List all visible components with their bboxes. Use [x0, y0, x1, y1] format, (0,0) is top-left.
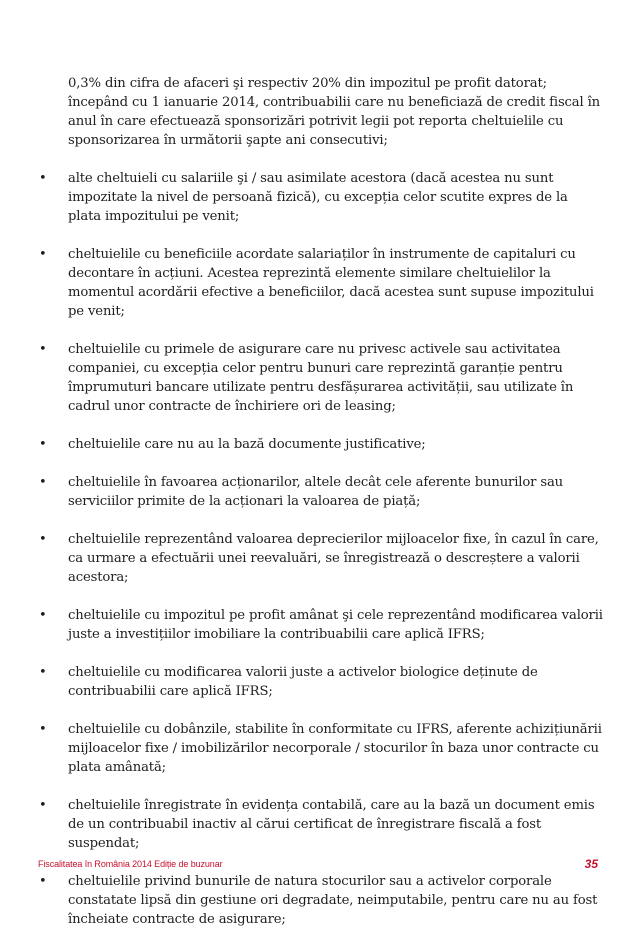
- list-item: [38, 530, 604, 587]
- bullet-icon: •: [39, 342, 47, 357]
- intro-paragraph: 0,3% din cifra de afaceri şi respectiv 20% din impozitul pe profit datorat; începând cu 1 ianuarie 2014, contribuabilii care nu beneficiază de credit fiscal în anul în care efectuează sponsorizări potrivit legii pot reporta cheltuielile cu sponsorizarea în următorii şapte ani consecutivi;: [68, 76, 601, 148]
- list-item: [38, 169, 604, 226]
- page-footer: [38, 857, 598, 873]
- list-item-text: cheltuielile cu primele de asigurare care nu privesc activele sau activitatea companiei, cu excepția celor pentru bunuri care reprezintă garanție pentru împrumuturi bancare utilizate pentru desfășurarea activității, sau utilizate în cadrul unor contracte de închiriere ori de leasing;: [68, 342, 574, 414]
- deduction-list: [38, 169, 604, 929]
- bullet-icon: •: [39, 665, 47, 680]
- bullet-icon: •: [39, 247, 47, 262]
- list-item-text: cheltuielile privind bunurile de natura stocurilor sau a activelor corporale constatate lipsă din gestiune ori degradate, neimputabile, pentru care nu au fost încheiate contracte de asigurare;: [68, 874, 598, 927]
- list-item: [38, 245, 604, 321]
- bullet-icon: •: [39, 608, 47, 623]
- list-item: [38, 872, 604, 929]
- list-item-text: alte cheltuieli cu salariile şi / sau asimilate acestora (dacă acestea nu sunt impozitate la nivel de persoană fizică), cu excepția celor scutite expres de la plata impozitului pe venit;: [68, 171, 568, 224]
- document-body: [38, 74, 604, 929]
- list-item-text: cheltuielile cu impozitul pe profit amânat şi cele reprezentând modificarea valorii juste a investițiilor imobiliare la contribuabilii care aplică IFRS;: [68, 608, 603, 642]
- list-item: [38, 340, 604, 416]
- list-item-text: cheltuielile cu dobânzile, stabilite în conformitate cu IFRS, aferente achizițiunării mijloacelor fixe / imobilizărilor necorporale / stocurilor în baza unor contracte cu plata amânată;: [68, 722, 602, 775]
- list-item-text: cheltuielile cu modificarea valorii juste a activelor biologice deținute de contribuabilii care aplică IFRS;: [68, 665, 538, 699]
- list-item: [38, 473, 604, 511]
- list-item-text: cheltuielile înregistrate în evidența contabilă, care au la bază un document emis de un contribuabil inactiv al cărui certificat de înregistrare fiscală a fost suspendat;: [68, 798, 595, 851]
- list-item: [38, 606, 604, 644]
- bullet-icon: •: [39, 437, 47, 452]
- bullet-icon: •: [39, 798, 47, 813]
- footer-title: Fiscalitatea în România 2014 Ediție de buzunar: [38, 859, 223, 869]
- bullet-icon: •: [39, 874, 47, 889]
- page-number: 35: [584, 857, 598, 871]
- list-item-text: cheltuielile care nu au la bază documente justificative;: [68, 437, 426, 452]
- bullet-icon: •: [39, 722, 47, 737]
- list-item: [38, 435, 604, 454]
- list-item: [38, 796, 604, 853]
- list-item-text: cheltuielile în favoarea acționarilor, altele decât cele aferente bunurilor sau serviciilor primite de la acționari la valoarea de piață;: [68, 475, 564, 509]
- list-item-text: cheltuielile cu beneficiile acordate salariaților în instrumente de capitaluri cu decontare în acțiuni. Acestea reprezintă elemente similare cheltuielilor la momentul acordării efective a beneficiilor, dacă acestea sunt supuse impozitului pe venit;: [68, 247, 594, 319]
- list-item-text: cheltuielile reprezentând valoarea deprecierilor mijloacelor fixe, în cazul în care, ca urmare a efectuării unei reevaluări, se înregistrează o descreștere a valorii acestora;: [68, 532, 599, 585]
- bullet-icon: •: [39, 475, 47, 490]
- list-item: [38, 663, 604, 701]
- bullet-icon: •: [39, 532, 47, 547]
- bullet-icon: •: [39, 171, 47, 186]
- list-item: [38, 720, 604, 777]
